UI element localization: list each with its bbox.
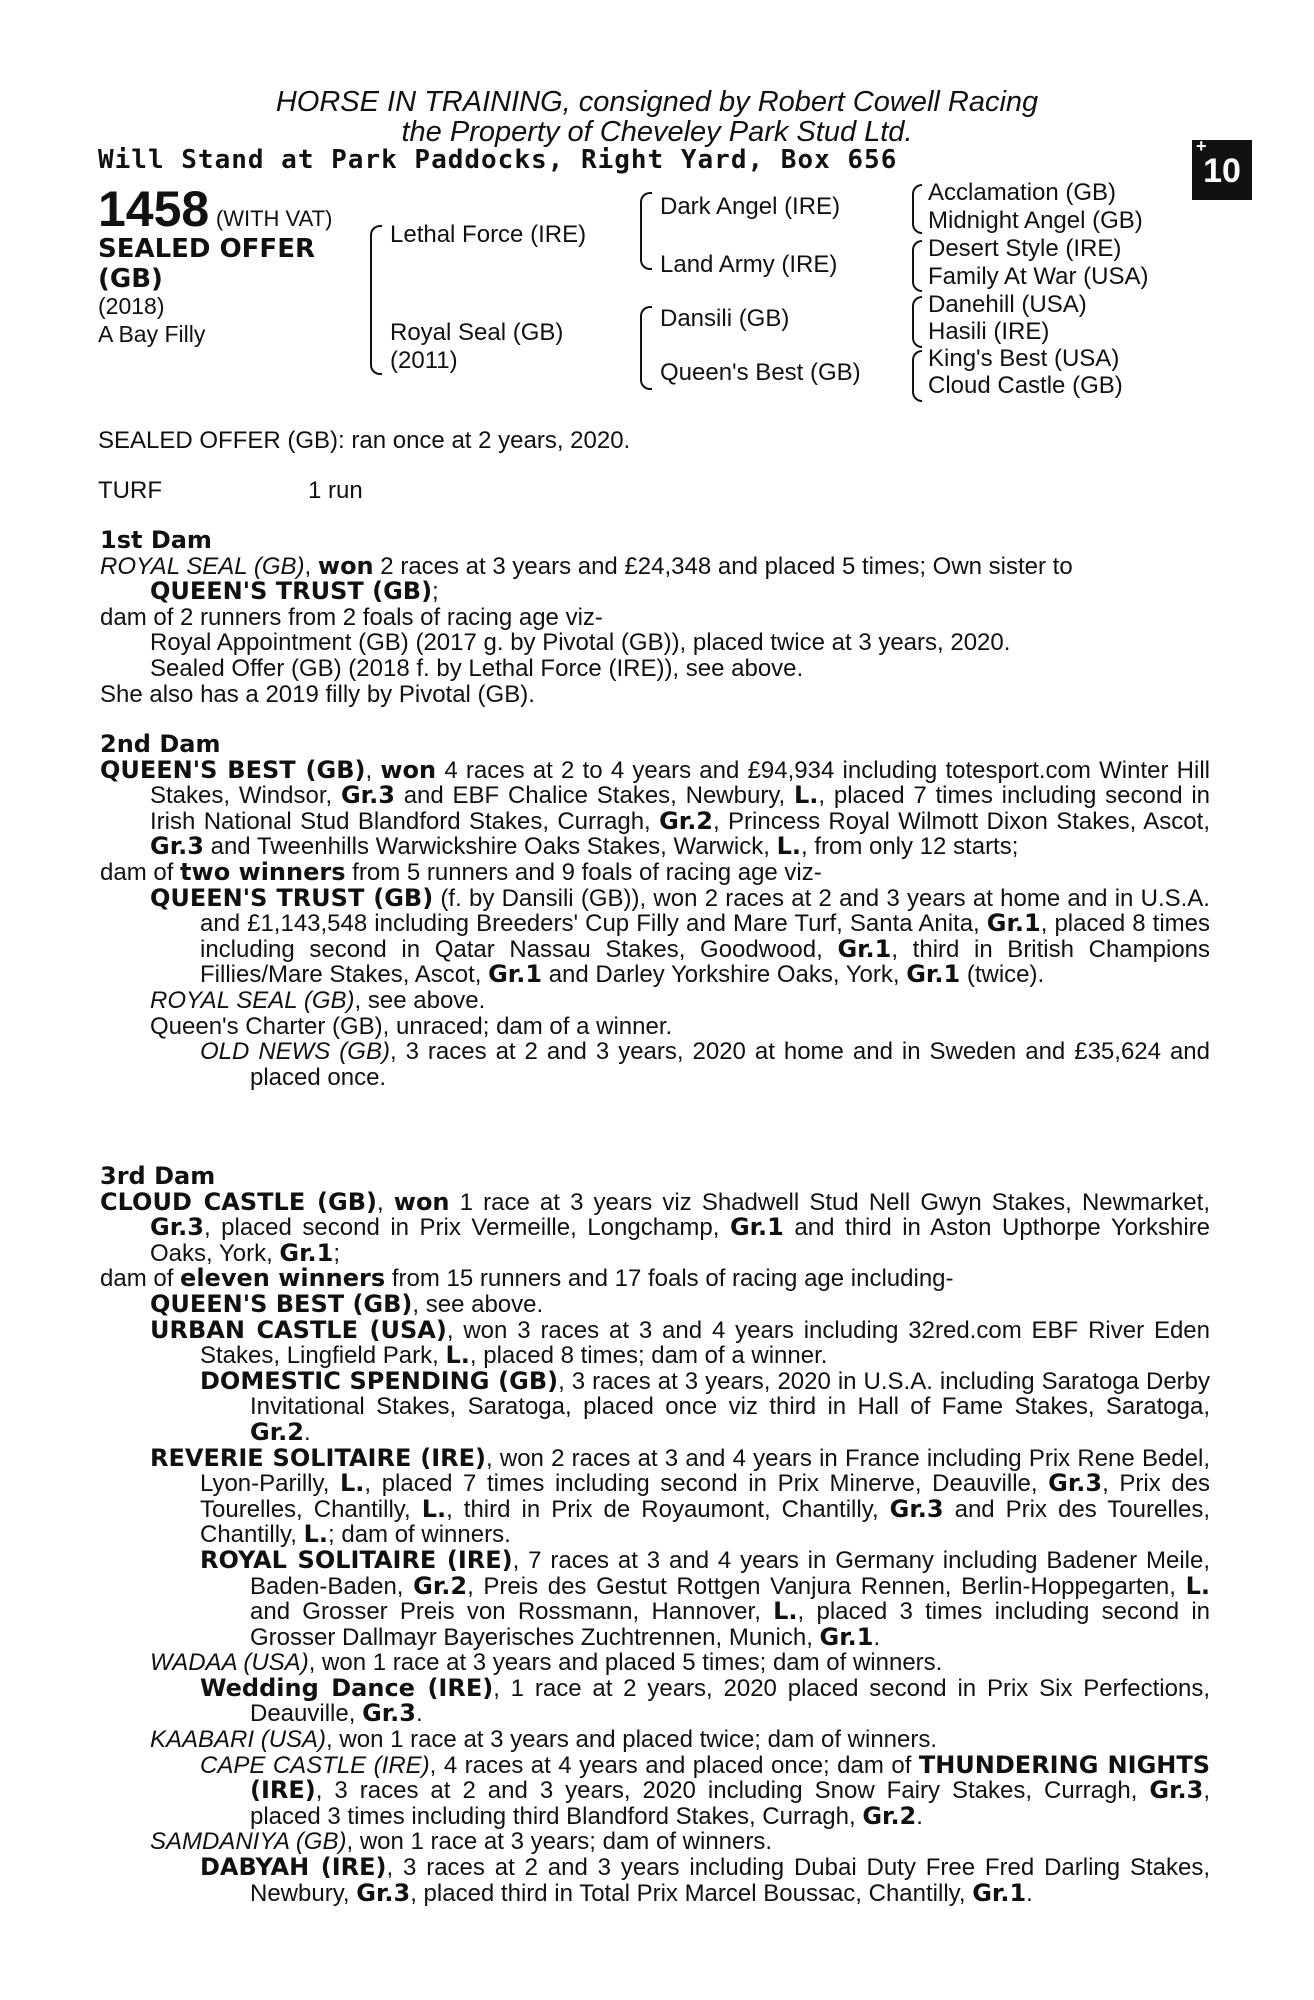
pedigree-dam-year: (2011)	[390, 347, 458, 374]
grade: L.	[303, 1520, 329, 1549]
text: and Darley Yorkshire Oaks, York,	[542, 961, 907, 989]
text: ,	[376, 1188, 394, 1216]
horse-name: CAPE CASTLE (IRE)	[200, 1751, 430, 1779]
race-summary: SEALED OFFER (GB): ran once at 2 years, 2020.	[98, 427, 631, 454]
third-dam-grandproduce-4	[100, 1750, 1211, 1830]
grade: L.	[794, 781, 819, 810]
third-dam-record	[100, 1187, 1210, 1267]
pedigree-bracket-g3a	[912, 184, 922, 234]
text: , won 1 race at 3 years; dam of winners.	[346, 1828, 773, 1856]
text: and Grosser Preis von Rossmann, Hannover,	[250, 1598, 774, 1626]
text: , placed 3 times including second in Grosser Dallmayr Bayerisches Zuchtrennen, Munich,	[250, 1598, 1210, 1651]
horse-name: REVERIE SOLITAIRE (IRE)	[150, 1443, 486, 1472]
text: , placed 3 times including third Blandford Stakes, Curragh,	[250, 1777, 1210, 1830]
pedigree-g3-3: Desert Style (IRE)	[928, 235, 1122, 262]
third-dam-produce-3	[100, 1443, 1211, 1549]
badge-plus: +	[1196, 136, 1207, 156]
first-dam-record	[100, 551, 1210, 580]
winners-count: two winners	[180, 857, 346, 886]
surface-label: TURF	[98, 477, 162, 504]
text: , 3 races at 2 and 3 years, 2020 including Snow Fairy Stakes, Curragh,	[315, 1777, 1150, 1805]
text: , see above.	[354, 986, 486, 1014]
grade: Gr.1	[279, 1238, 334, 1267]
grade: Gr.3	[150, 1213, 204, 1242]
third-dam-produce-1	[100, 1289, 1210, 1318]
horse-name: DOMESTIC SPENDING (GB)	[200, 1366, 559, 1395]
horse-name: ROYAL SOLITAIRE (IRE)	[200, 1545, 513, 1574]
text: ; dam of winners.	[328, 1521, 511, 1549]
third-dam-title: 3rd Dam	[100, 1162, 216, 1190]
header-property: the Property of Cheveley Park Stud Ltd.	[401, 116, 913, 148]
pedigree-g3-8: Cloud Castle (GB)	[928, 372, 1123, 399]
text: , Princess Royal Wilmott Dixon Stakes, Ascot,	[713, 807, 1210, 835]
pedigree-g3-5: Danehill (USA)	[928, 291, 1087, 318]
lot-number: 1458	[98, 181, 210, 237]
third-dam-section	[100, 1164, 1210, 1906]
pedigree-dam: Royal Seal (GB)	[390, 319, 564, 346]
text: , third in British Champions Fillies/Mare Stakes, Ascot,	[200, 935, 1211, 989]
third-dam-grandproduce-1	[100, 1366, 1211, 1446]
text: (twice).	[960, 961, 1045, 989]
horse-name: URBAN CASTLE (USA)	[150, 1315, 447, 1344]
third-dam-produce-4	[100, 1650, 1210, 1676]
pedigree-sire-sire: Dark Angel (IRE)	[660, 193, 841, 220]
text: ;	[432, 578, 439, 606]
plus-10-badge	[1192, 136, 1252, 200]
grade: Gr.3	[150, 832, 204, 861]
sister-name: QUEEN'S TRUST (GB)	[150, 577, 433, 606]
text: 4 races at 2 to 4 years and £94,934 including totesport.com Winter Hill Stakes, Windsor,	[150, 756, 1210, 810]
grade: Gr.1	[819, 1622, 874, 1651]
pedigree-bracket-gen1	[370, 225, 382, 375]
text: and Tweenhills Warwickshire Oaks Stakes, Warwick,	[203, 833, 777, 861]
text: and third in Aston Upthorpe Yorkshire Oaks, York,	[150, 1214, 1210, 1267]
text: 2 races at 3 years and £24,348 and placed 5 times; Own sister to	[373, 552, 1073, 580]
second-dam-produce-3: Queen's Charter (GB), unraced; dam of a winner.	[150, 1012, 673, 1040]
third-dam-grandproduce-3	[100, 1673, 1210, 1728]
pedigree-bracket-g3d	[912, 350, 922, 402]
grade: Gr.3	[889, 1494, 944, 1523]
vat-note: (WITH VAT)	[215, 206, 333, 231]
grade: L.	[1185, 1571, 1211, 1600]
second-dam-title: 2nd Dam	[100, 730, 221, 758]
third-dam-produce-5	[100, 1727, 1210, 1753]
header-consignor: HORSE IN TRAINING, consigned by Robert Cowell Racing	[275, 86, 1039, 118]
grade: L.	[776, 832, 801, 861]
horse-year: (2018)	[98, 293, 165, 319]
grade: Gr.1	[837, 934, 892, 963]
horse-name: QUEEN'S TRUST (GB)	[150, 883, 434, 912]
text: from 5 runners and 9 foals of racing age viz-	[345, 858, 822, 886]
grade: Gr.3	[1149, 1776, 1204, 1805]
text: , placed 8 times including second in Qatar Nassau Stakes, Goodwood,	[200, 910, 1210, 963]
grade: Gr.3	[1048, 1469, 1103, 1498]
first-dam-produce-2: Sealed Offer (GB) (2018 f. by Lethal Force (IRE)), see above.	[150, 654, 804, 682]
pedigree-bracket-g3c	[912, 296, 922, 348]
won-label: won	[317, 551, 374, 580]
text: dam of	[100, 858, 181, 886]
text: , 4 races at 4 years and placed once; dam of	[429, 1751, 919, 1779]
third-dam-produce-intro	[100, 1266, 1210, 1292]
text: , Preis des Gestut Rottgen Vanjura Rennen, Berlin-Hoppegarten,	[467, 1572, 1186, 1600]
first-dam-produce-1: Royal Appointment (GB) (2017 g. by Pivotal (GB)), placed twice at 3 years, 2020.	[150, 629, 1011, 657]
dam-name: ROYAL SEAL (GB)	[100, 552, 305, 580]
text: , won 2 races at 3 and 4 years in France including Prix Rene Bedel, Lyon-Parilly,	[200, 1444, 1211, 1498]
text: and Prix des Tourelles, Chantilly,	[200, 1495, 1211, 1549]
text: , placed 8 times; dam of a winner.	[469, 1342, 828, 1370]
text: dam of	[100, 1265, 181, 1293]
grade: L.	[445, 1341, 470, 1370]
second-dam-section	[100, 732, 1210, 1090]
badge-number: 10	[1203, 152, 1241, 190]
won-label: won	[380, 755, 437, 784]
pedigree-sire: Lethal Force (IRE)	[390, 221, 587, 248]
grade: Gr.3	[356, 1878, 411, 1907]
text: , placed third in Total Prix Marcel Boussac, Chantilly,	[410, 1879, 973, 1907]
grade: L.	[421, 1494, 447, 1523]
grade: Gr.1	[729, 1213, 784, 1242]
text: , won 1 race at 3 years and placed twice; dam of winners.	[326, 1726, 938, 1754]
pedigree-g3-2: Midnight Angel (GB)	[928, 207, 1143, 234]
won-label: won	[393, 1187, 450, 1216]
grade: Gr.3	[340, 781, 395, 810]
second-dam-record	[100, 755, 1211, 861]
text: .	[916, 1802, 923, 1830]
text: .	[303, 1418, 311, 1446]
pedigree-bracket-sire	[640, 192, 652, 270]
pedigree-g3-6: Hasili (IRE)	[928, 318, 1050, 345]
text: and EBF Chalice Stakes, Newbury,	[394, 782, 794, 810]
third-dam-grandproduce-2	[100, 1545, 1211, 1651]
grade: Gr.2	[862, 1801, 917, 1830]
first-dam-note: She also has a 2019 filly by Pivotal (GB).	[100, 680, 535, 708]
horse-name: SAMDANIYA (GB)	[150, 1828, 347, 1856]
horse-description: A Bay Filly	[98, 321, 206, 347]
pedigree-dam-dam: Queen's Best (GB)	[660, 359, 861, 386]
grade: Gr.2	[659, 806, 714, 835]
text: from 15 runners and 17 foals of racing age including-	[385, 1265, 954, 1293]
horse-name-line1: SEALED OFFER	[98, 234, 315, 264]
third-dam-grandproduce-5	[100, 1855, 1210, 1906]
grade: L.	[773, 1597, 798, 1626]
stand-location: Will Stand at Park Paddocks, Right Yard, Box 656	[98, 145, 898, 175]
pedigree-g3-7: King's Best (USA)	[928, 345, 1120, 372]
grade: Gr.1	[906, 960, 961, 989]
horse-name: DABYAH (IRE)	[200, 1853, 387, 1882]
second-dam-produce-2	[100, 988, 1210, 1014]
text: ,	[304, 552, 318, 580]
grade: Gr.2	[413, 1571, 468, 1600]
second-dam-produce-1	[100, 883, 1211, 989]
text: , 3 races at 2 and 3 years, 2020 at home and in Sweden and £35,624 and placed once.	[250, 1038, 1211, 1091]
first-dam-sister	[100, 579, 1210, 605]
second-dam-produce-intro	[100, 857, 1210, 886]
text: , won 3 races at 3 and 4 years including 32red.com EBF River Eden Stakes, Lingfield Park,	[200, 1316, 1210, 1370]
text: , see above.	[412, 1290, 544, 1318]
text: , 3 races at 3 years, 2020 in U.S.A. including Saratoga Derby Invitational Stakes, Saratoga, placed once viz third in Hall of Fame Stakes, Saratoga,	[250, 1367, 1211, 1421]
grade: Gr.2	[250, 1417, 304, 1446]
pedigree-g3-4: Family At War (USA)	[928, 263, 1149, 290]
text: ,	[365, 756, 381, 784]
second-dam-grandproduce	[100, 1039, 1210, 1090]
horse-name: ROYAL SEAL (GB)	[150, 986, 355, 1014]
grade: Gr.1	[488, 960, 543, 989]
first-dam-produce-intro: dam of 2 runners from 2 foals of racing age viz-	[100, 603, 603, 631]
grade: Gr.1	[986, 909, 1041, 938]
horse-name: WADAA (USA)	[150, 1649, 309, 1677]
dam-name: CLOUD CASTLE (GB)	[100, 1187, 377, 1216]
grade: L.	[340, 1469, 365, 1498]
third-dam-produce-2	[100, 1315, 1210, 1370]
lot-number-block	[98, 181, 333, 237]
first-dam-section	[100, 528, 1210, 707]
text: , placed 7 times including second in Irish National Stud Blandford Stakes, Curragh,	[150, 782, 1211, 835]
pedigree-dam-sire: Dansili (GB)	[660, 305, 790, 332]
text: 1 race at 3 years viz Shadwell Stud Nell Gwyn Stakes, Newmarket,	[449, 1188, 1210, 1216]
text: ;	[333, 1239, 341, 1267]
text: .	[1026, 1879, 1033, 1907]
horse-name: KAABARI (USA)	[150, 1726, 327, 1754]
text: , won 1 race at 3 years and placed 5 times; dam of winners.	[308, 1649, 943, 1677]
text: , 1 race at 2 years, 2020 placed second in Prix Six Perfections, Deauville,	[250, 1674, 1210, 1728]
winners-count: eleven winners	[180, 1264, 386, 1293]
text: , from only 12 starts;	[800, 833, 1019, 861]
pedigree-g3-1: Acclamation (GB)	[928, 179, 1117, 206]
text: , 7 races at 3 and 4 years in Germany including Badener Meile, Baden-Baden,	[250, 1546, 1210, 1600]
horse-name: Wedding Dance (IRE)	[200, 1673, 494, 1702]
text: .	[873, 1623, 881, 1651]
grade: Gr.3	[362, 1699, 416, 1728]
pedigree-bracket-dam	[640, 306, 652, 390]
pedigree-bracket-g3b	[912, 240, 922, 292]
grade: Gr.1	[972, 1878, 1027, 1907]
horse-name: OLD NEWS (GB)	[200, 1038, 390, 1066]
horse-name: THUNDERING NIGHTS (IRE)	[250, 1750, 1211, 1805]
first-dam-title: 1st Dam	[100, 526, 212, 554]
text: , third in Prix de Royaumont, Chantilly,	[446, 1495, 890, 1523]
text: .	[416, 1700, 423, 1728]
dam-name: QUEEN'S BEST (GB)	[100, 755, 366, 784]
text: , placed second in Prix Vermeille, Longchamp,	[203, 1214, 730, 1242]
text: (f. by Dansili (GB)), won 2 races at 2 and 3 years at home and in U.S.A. and £1,143,548 including Breeders' Cup Filly and Mare Turf, Santa Anita,	[200, 884, 1210, 938]
text: , 3 races at 2 and 3 years including Dubai Duty Free Fred Darling Stakes, Newbury,	[250, 1854, 1210, 1907]
horse-name: QUEEN'S BEST (GB)	[150, 1289, 413, 1318]
horse-name-line2: (GB)	[98, 264, 163, 294]
text: , Prix des Tourelles, Chantilly,	[200, 1470, 1211, 1523]
pedigree-sire-dam: Land Army (IRE)	[660, 251, 838, 278]
third-dam-produce-6	[100, 1829, 1210, 1855]
surface-runs: 1 run	[308, 477, 363, 504]
text: , placed 7 times including second in Prix Minerve, Deauville,	[364, 1470, 1049, 1498]
